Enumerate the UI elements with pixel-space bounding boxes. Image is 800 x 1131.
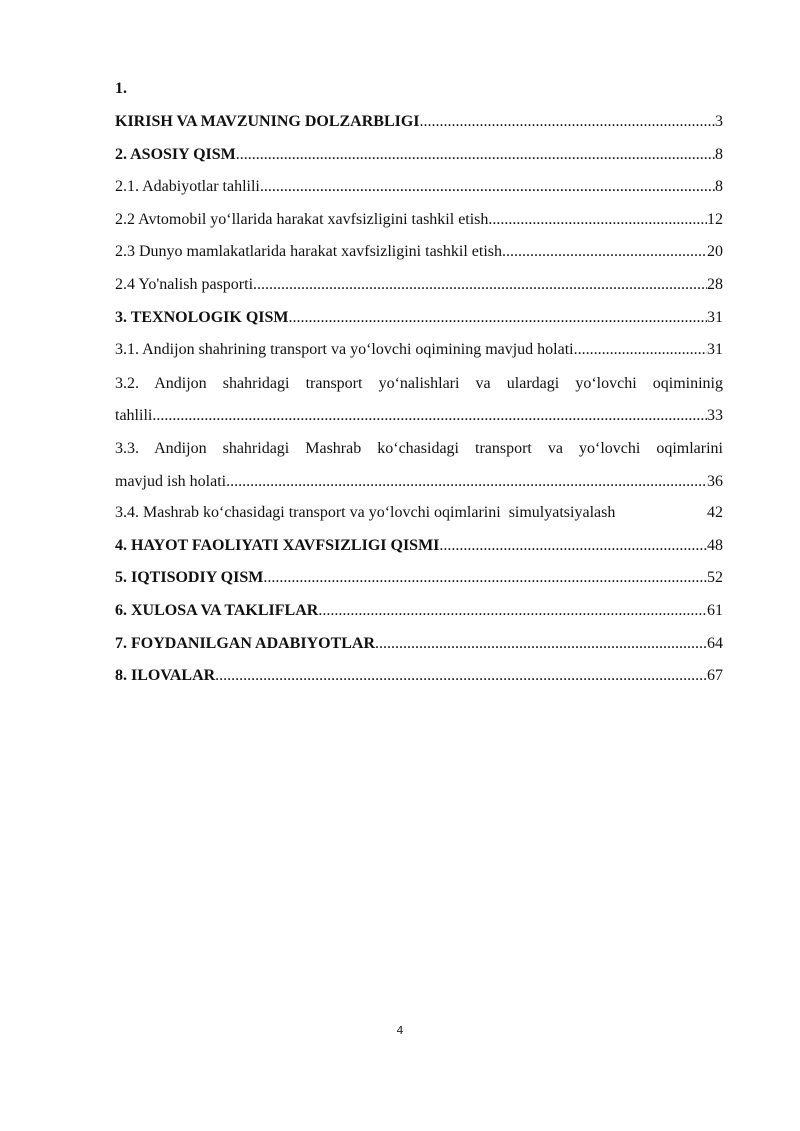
toc-leader-dots [502,242,707,262]
toc-entry-page: 52 [707,569,723,587]
toc-leader-dots [439,536,707,556]
toc-entry-title: 2.1. Adabiyotlar tahlili [115,178,260,196]
toc-entry-page: 61 [707,601,723,619]
toc-entry-title-line2: mavjud ish holati [115,472,227,490]
toc-leader-dots [488,210,707,230]
toc-entry [115,237,723,270]
toc-entry [115,335,723,368]
toc-leader-dots [420,112,715,132]
toc-entry-title: KIRISH VA MAVZUNING DOLZARBLIGI [115,113,420,130]
toc-leader-dots [318,601,707,621]
toc-entry-page: 12 [707,210,723,228]
toc-entry-title: 4. HAYOT FAOLIYATI XAVFSIZLIGI QISMI [115,536,440,554]
toc-entry-page: 33 [707,407,723,425]
toc-entry-title: 2.2 Avtomobil yo‘llarida harakat xavfsizligini tashkil etish [115,210,489,228]
toc-entry-page: 36 [707,472,723,490]
toc-leader-dots [574,340,707,360]
toc-entry-page: 8 [715,145,723,163]
toc-entry [115,205,723,238]
toc-entry-page: 31 [707,308,723,326]
toc-entry-page: 8 [715,178,723,196]
toc-entry-page: 67 [707,667,723,685]
toc-entry-title-line1: 3.2. Andijon shahridagi transport yo‘nalishlari va ulardagi yo‘lovchi oqimininig [115,374,723,392]
toc-entry [115,172,723,205]
toc-entry [115,303,723,336]
toc-entry-page: 48 [707,536,723,554]
toc-entry [115,563,723,596]
toc-leader-dots [289,308,707,328]
toc-leader-dots [215,666,707,686]
page-number: 4 [396,1024,404,1037]
toc-entry [115,629,723,662]
toc-entry-page: 28 [707,275,723,293]
toc-entry-title: 3.4. Mashrab ko‘chasidagi transport va yo‘lovchi oqimlarini simulyatsiyalash [115,504,616,522]
toc-entry [115,498,723,531]
toc-leader-dots [152,400,707,433]
toc-entry [115,107,723,140]
toc-leader-dots [260,177,715,197]
toc-entry-title: 6. XULOSA VA TAKLIFLAR [115,601,319,619]
toc-entry-page: 20 [707,243,723,261]
toc-leader-dots [263,568,707,588]
toc-leader-dots [236,145,715,165]
table-of-contents [115,75,723,694]
toc-entry [115,661,723,694]
toc-leader-dots [375,634,707,654]
toc-entry-page: 64 [707,634,723,652]
toc-entry-page: 31 [707,341,723,359]
toc-entry-line2 [115,466,723,499]
toc-entry-title: 2. ASOSIY QISM [115,145,236,163]
toc-entry-title-line1: 3.3. Andijon shahridagi Mashrab ko‘chasidagi transport va yo‘lovchi oqimlarini [115,439,723,457]
toc-entry-title: 8. ILOVALAR [115,667,216,685]
toc-entry-title: 3.1. Andijon shahrining transport va yo‘lovchi oqimining mavjud holati [115,341,574,359]
toc-entry-multiline [115,368,723,433]
toc-entry-title: 3. TEXNOLOGIK QISM [115,308,289,326]
toc-entry-multiline [115,433,723,498]
toc-entry-page: 3 [715,113,723,130]
toc-entry [115,140,723,173]
toc-entry-title: 5. IQTISODIY QISM [115,569,264,587]
toc-entry [115,531,723,564]
toc-entry-title: 2.4 Yo'nalish pasporti [115,275,254,293]
toc-entry-page: 42 [707,504,723,522]
toc-intro-number: 1. [115,80,127,97]
toc-entry [115,596,723,629]
toc-leader-dots [226,466,707,499]
toc-leader-dots [253,275,707,295]
toc-entry-title-line2: tahlili [115,407,153,425]
toc-entry-title: 7. FOYDANILGAN ADABIYOTLAR [115,634,376,652]
toc-entry-title: 2.3 Dunyo mamlakatlarida harakat xavfsizligini tashkil etish [115,243,503,261]
toc-entry [115,270,723,303]
toc-entry-line2 [115,400,723,433]
